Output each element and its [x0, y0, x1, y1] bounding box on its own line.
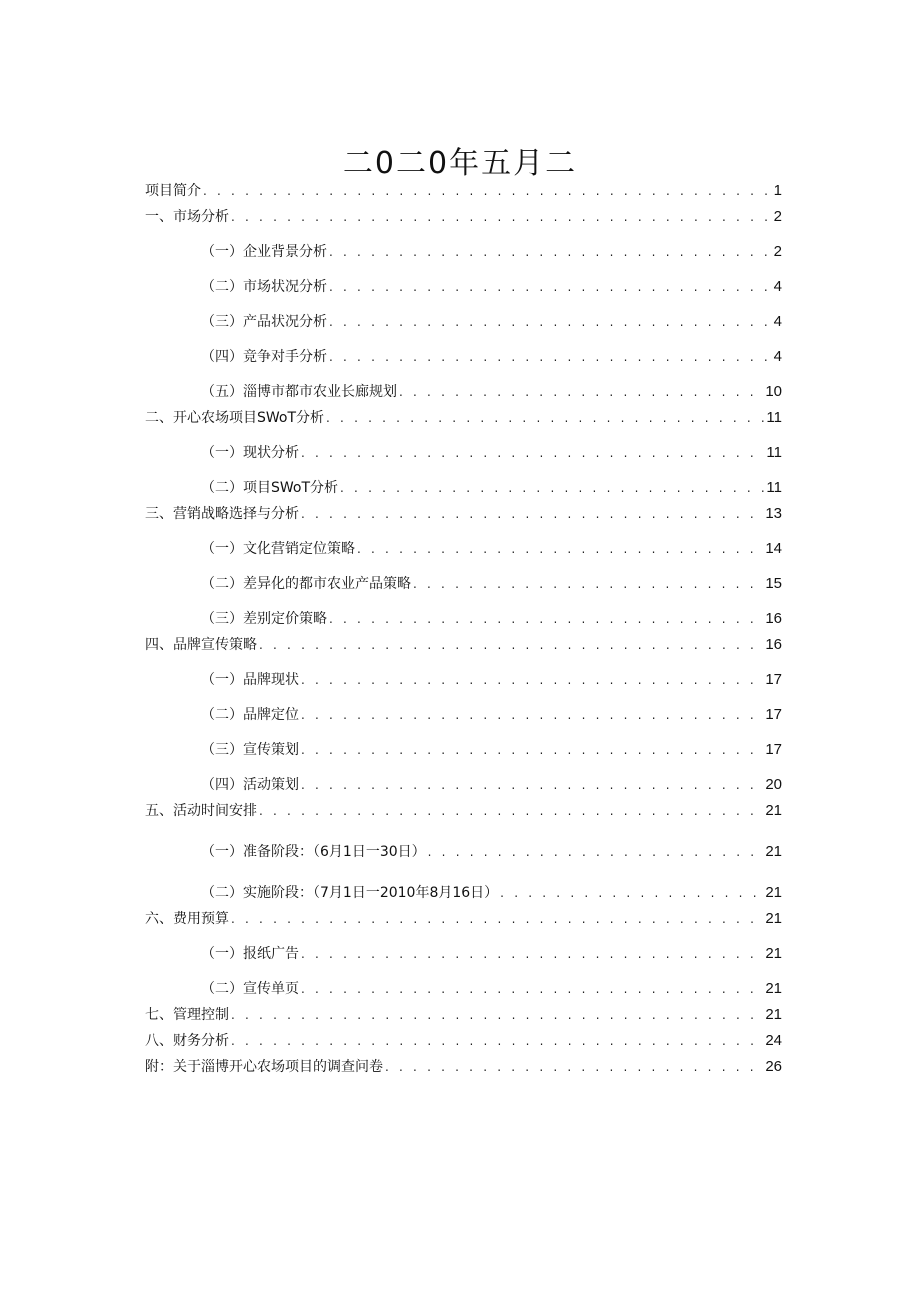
toc-dot-leader [301, 740, 763, 760]
toc-entry[interactable] [145, 765, 782, 800]
toc-page-number: 1 [773, 182, 782, 199]
toc-entry-text: 三、营销战略选择与分析 [145, 506, 299, 522]
toc-dot-leader [301, 775, 763, 795]
toc-dot-leader [301, 443, 764, 463]
toc-entry[interactable] [145, 801, 782, 826]
toc-entry[interactable] [145, 433, 782, 468]
toc-entry-text: （一）现状分析 [201, 445, 299, 461]
toc-entry[interactable] [145, 867, 782, 908]
toc-entry[interactable] [145, 181, 782, 206]
toc-dot-leader [329, 242, 772, 262]
toc-dot-leader [301, 979, 763, 999]
toc-dot-leader [326, 408, 764, 428]
toc-entry-text: （二）品牌定位 [201, 707, 299, 723]
toc-dot-leader [500, 883, 763, 903]
toc-entry-text: （一）报纸广告 [201, 946, 299, 962]
toc-entry[interactable] [145, 408, 782, 433]
toc-page-number: 17 [765, 671, 782, 688]
toc-dot-leader [301, 944, 763, 964]
toc-entry[interactable] [145, 302, 782, 337]
toc-entry-text: （一）文化营销定位策略 [201, 541, 355, 557]
toc-entry-text: （一）企业背景分析 [201, 244, 327, 260]
toc-page-number: 4 [773, 278, 782, 295]
toc-page-number: 4 [773, 313, 782, 330]
toc-entry[interactable] [145, 969, 782, 1004]
toc-page-number: 21 [765, 843, 782, 860]
toc-entry[interactable] [145, 934, 782, 969]
toc-page-number: 16 [765, 610, 782, 627]
toc-dot-leader [399, 382, 763, 402]
toc-page-number: 15 [765, 575, 782, 592]
toc-entry[interactable] [145, 826, 782, 867]
toc-page-number: 14 [765, 540, 782, 557]
toc-page-number: 21 [765, 945, 782, 962]
toc-page-number: 26 [765, 1058, 782, 1075]
toc-page-number: 17 [765, 741, 782, 758]
toc-entry[interactable] [145, 599, 782, 634]
toc-entry[interactable] [145, 1057, 782, 1082]
toc-dot-leader [231, 1005, 763, 1025]
toc-page-number: 2 [773, 208, 782, 225]
toc-entry[interactable] [145, 909, 782, 934]
toc-entry-text: 项目简介 [145, 183, 201, 199]
toc-dot-leader [413, 574, 763, 594]
toc-page-number: 2 [773, 243, 782, 260]
toc-entry[interactable] [145, 468, 782, 503]
toc-entry[interactable] [145, 337, 782, 372]
toc-entry[interactable] [145, 267, 782, 302]
toc-dot-leader [231, 207, 772, 227]
toc-page-number: 21 [765, 802, 782, 819]
toc-dot-leader [329, 277, 772, 297]
toc-entry-text: （二）市场状况分析 [201, 279, 327, 295]
toc-entry-text: （二）实施阶段：（7月1日一2010年8月16日） [201, 885, 499, 901]
toc-page-number: 21 [765, 980, 782, 997]
toc-dot-leader [259, 801, 763, 821]
toc-entry-text: （三）产品状况分析 [201, 314, 327, 330]
toc-page-number: 4 [773, 348, 782, 365]
toc-page-number: 21 [765, 884, 782, 901]
toc-dot-leader [231, 909, 763, 929]
toc-dot-leader [329, 609, 763, 629]
toc-page-number: 20 [765, 776, 782, 793]
toc-dot-leader [231, 1031, 763, 1051]
toc-dot-leader [329, 312, 772, 332]
toc-dot-leader [329, 347, 772, 367]
toc-entry-text: 一、市场分析 [145, 209, 229, 225]
toc-dot-leader [203, 181, 772, 201]
toc-dot-leader [385, 1057, 763, 1077]
toc-entry-text: 八、财务分析 [145, 1033, 229, 1049]
toc-page-number: 11 [766, 479, 782, 496]
table-of-contents [145, 180, 782, 1082]
toc-dot-leader [301, 670, 763, 690]
toc-entry[interactable] [145, 1031, 782, 1056]
toc-page-number: 11 [766, 409, 782, 426]
toc-entry-text: （三）差别定价策略 [201, 611, 327, 627]
toc-entry-text: （二）宣传单页 [201, 981, 299, 997]
toc-page-number: 13 [765, 505, 782, 522]
toc-entry[interactable] [145, 695, 782, 730]
toc-page-number: 11 [766, 444, 782, 461]
toc-dot-leader [357, 539, 763, 559]
toc-entry-text: （五）淄博市都市农业长廊规划 [201, 384, 397, 400]
toc-dot-leader [301, 705, 763, 725]
toc-dot-leader [428, 842, 764, 862]
toc-entry-text: （四）活动策划 [201, 777, 299, 793]
toc-entry[interactable] [145, 660, 782, 695]
toc-entry[interactable] [145, 635, 782, 660]
toc-entry[interactable] [145, 232, 782, 267]
toc-entry-text: 附：关于淄博开心农场项目的调查问卷 [145, 1059, 383, 1075]
document-title: 二0二0年五月二 [342, 146, 578, 181]
toc-dot-leader [340, 478, 764, 498]
toc-entry-text: 六、费用预算 [145, 911, 229, 927]
toc-dot-leader [259, 635, 763, 655]
toc-page-number: 16 [765, 636, 782, 653]
toc-entry-text: 五、活动时间安排 [145, 803, 257, 819]
toc-entry[interactable] [145, 207, 782, 232]
toc-entry[interactable] [145, 372, 782, 407]
toc-page-number: 21 [765, 1006, 782, 1023]
toc-entry[interactable] [145, 1005, 782, 1030]
toc-dot-leader [301, 504, 763, 524]
toc-entry-text: （四）竞争对手分析 [201, 349, 327, 365]
toc-entry-text: 四、品牌宣传策略 [145, 637, 257, 653]
toc-entry-text: （一）准备阶段：（6月1日一30日） [201, 844, 426, 860]
toc-page-number: 17 [765, 706, 782, 723]
toc-page-number: 21 [765, 910, 782, 927]
toc-entry-text: 七、管理控制 [145, 1007, 229, 1023]
toc-entry-text: （二）项目SWoT分析 [201, 480, 339, 496]
toc-page-number: 24 [765, 1032, 782, 1049]
toc-entry-text: （三）宣传策划 [201, 742, 299, 758]
toc-entry[interactable] [145, 529, 782, 564]
toc-entry-text: 二、开心农场项目SWoT分析 [145, 410, 325, 426]
toc-entry[interactable] [145, 504, 782, 529]
toc-entry[interactable] [145, 730, 782, 765]
toc-entry-text: （一）品牌现状 [201, 672, 299, 688]
toc-page-number: 10 [765, 383, 782, 400]
toc-entry-text: （二）差异化的都市农业产品策略 [201, 576, 411, 592]
toc-entry[interactable] [145, 564, 782, 599]
